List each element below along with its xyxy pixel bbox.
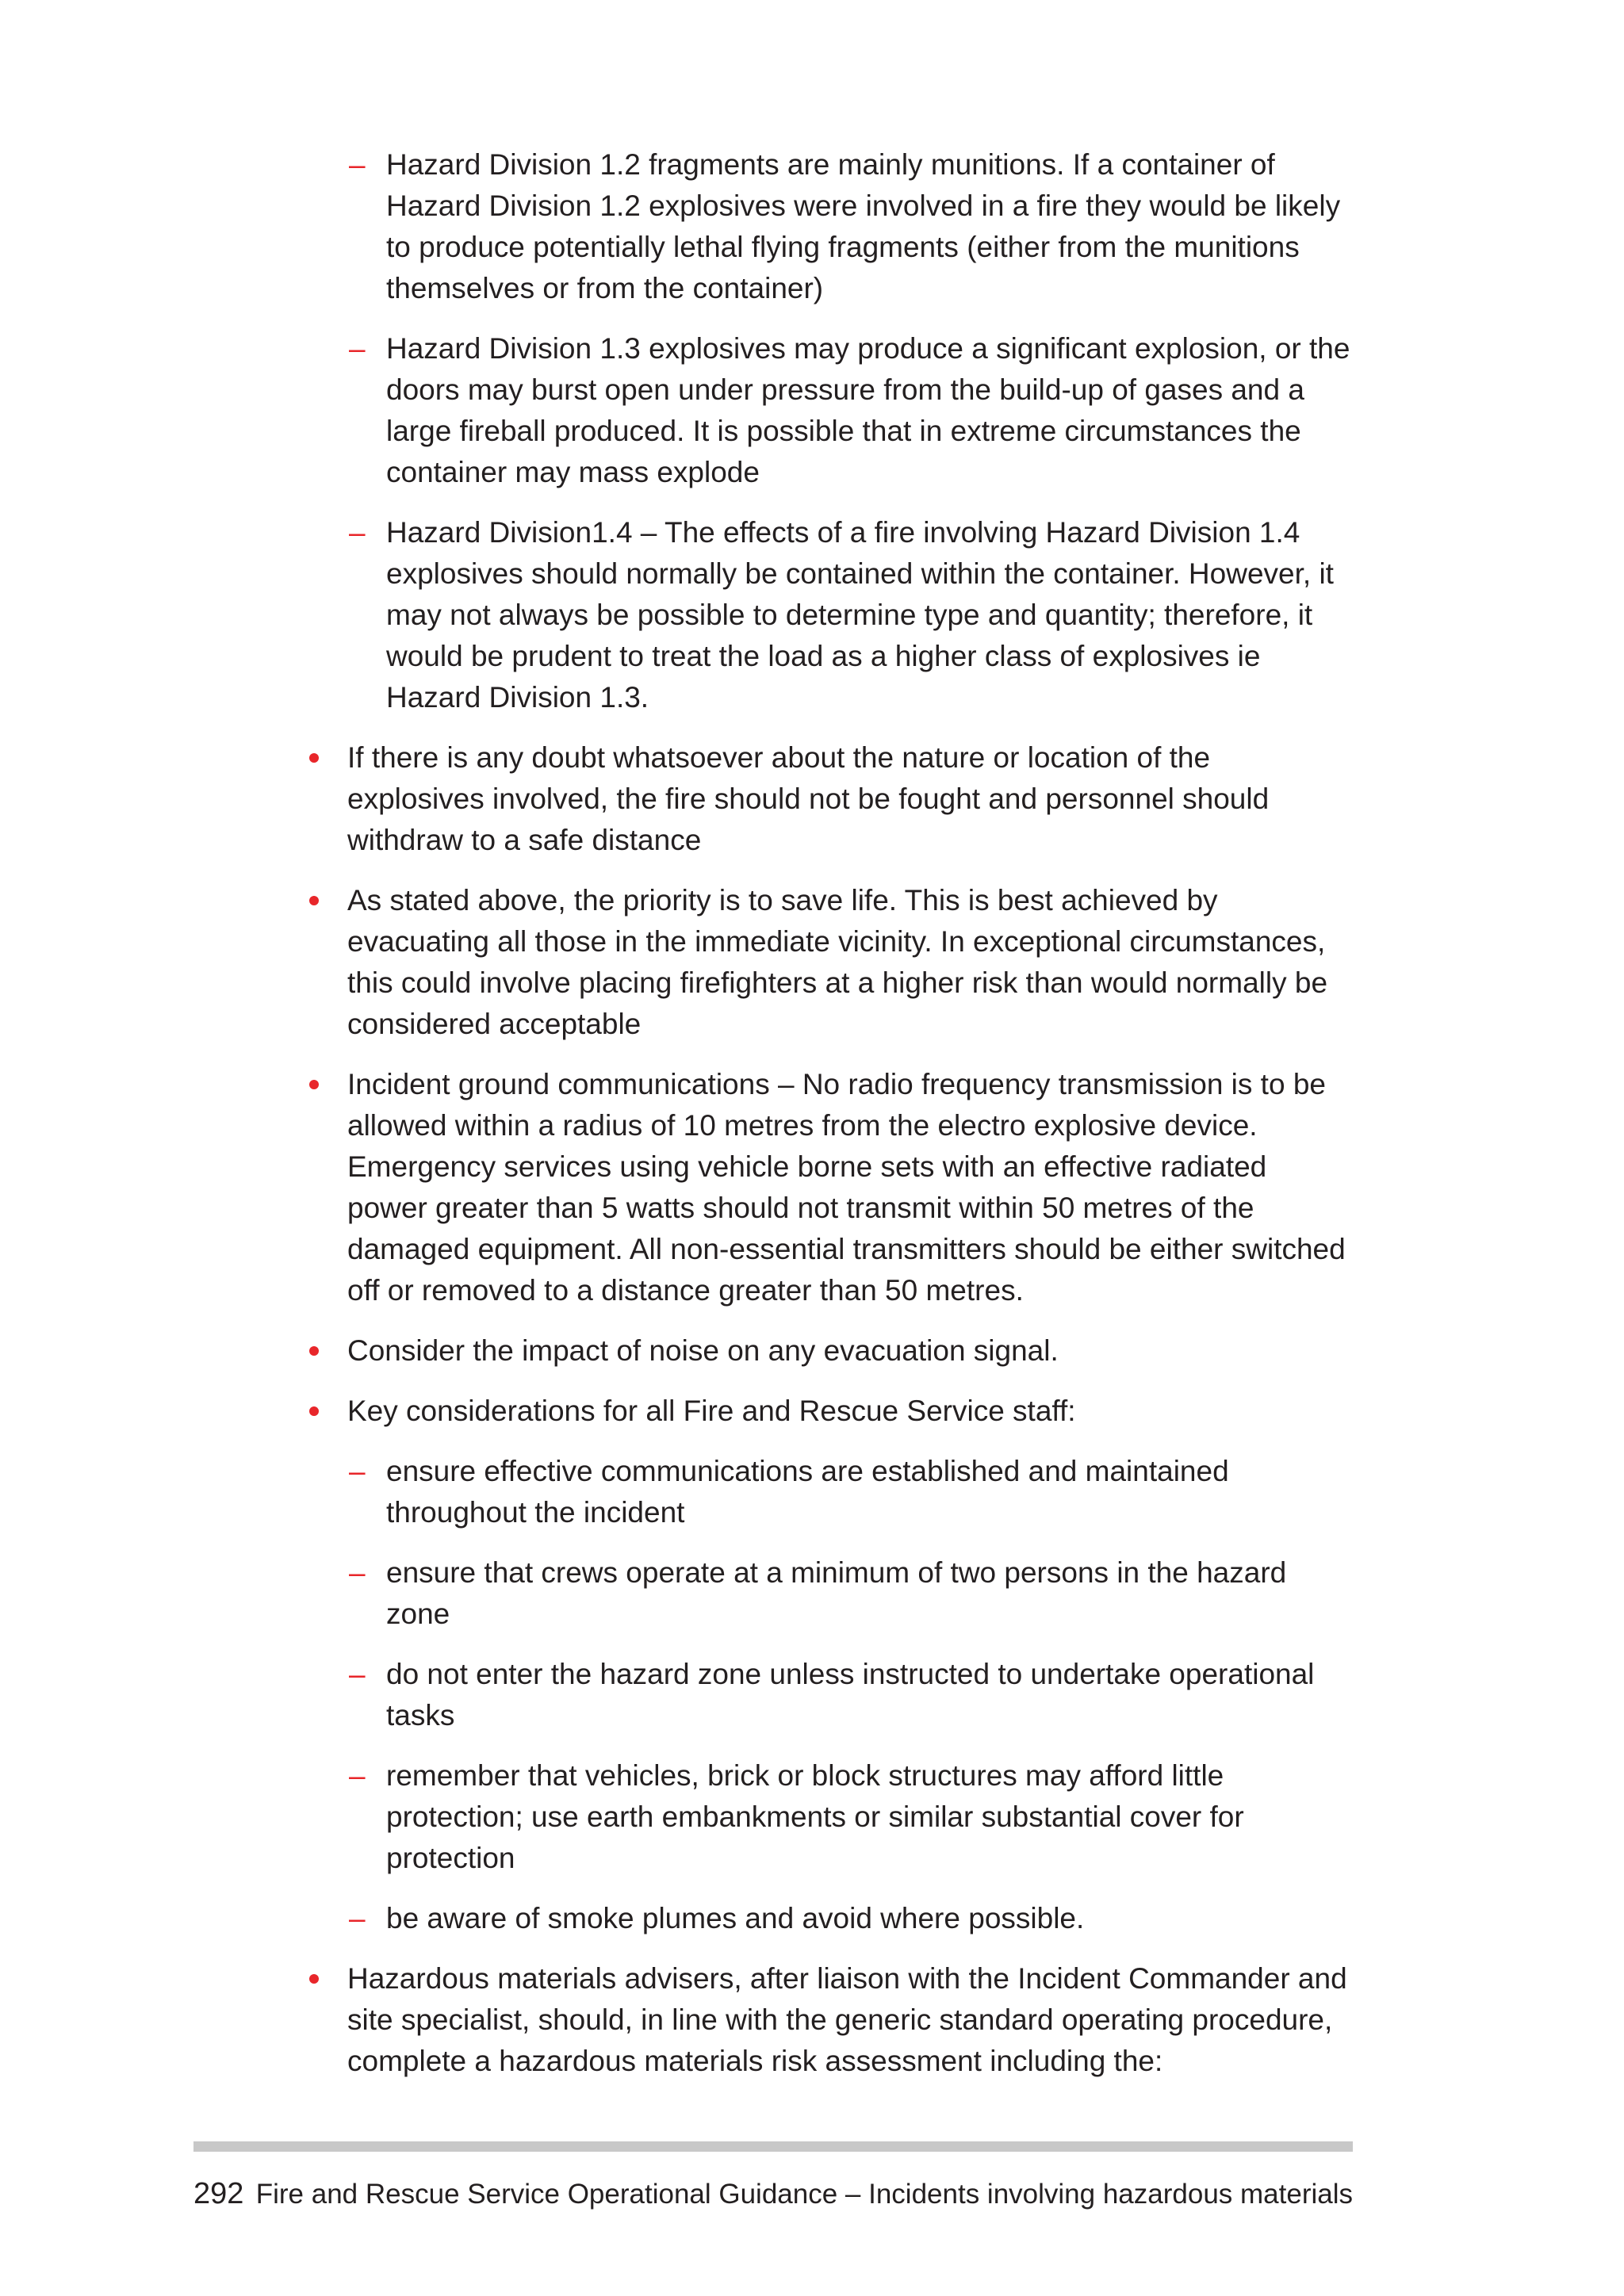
bullet-list (298, 144, 1353, 2101)
list-item-text: If there is any doubt whatsoever about the nature or location of the explosives involved, the fire should not be fought and personnel should withdraw to a safe distance (347, 741, 1270, 856)
dash-marker: – (349, 1556, 366, 1589)
bullet-dot-icon (309, 753, 319, 763)
list-item-text: Hazard Division 1.2 fragments are mainly munitions. If a container of Hazard Division 1.2 explosives were involved in a fire they would be likely to produce potentially lethal flying fragments (either from the munitions themselves or from the container) (386, 148, 1341, 304)
list-item-text: Hazardous materials advisers, after liaison with the Incident Commander and site specialist, should, in line with the generic standard operating procedure, complete a hazardous materials risk assessment including the: (347, 1962, 1347, 2077)
list-item-text: Key considerations for all Fire and Rescue Service staff: (347, 1395, 1076, 1427)
list-item-text: ensure effective communications are established and maintained throughout the incident (386, 1455, 1229, 1529)
list-item-text: As stated above, the priority is to save life. This is best achieved by evacuating all those in the immediate vicinity. In exceptional circumstances, this could involve placing firefighters at a higher risk than would normally be considered acceptable (347, 884, 1328, 1040)
list-item-text: Hazard Division 1.3 explosives may produce a significant explosion, or the doors may burst open under pressure from the build-up of gases and a large fireball produced. It is possible that in extreme circumstances the container may mass explode (386, 332, 1350, 488)
list-item (347, 1451, 1353, 1533)
list-item-text: do not enter the hazard zone unless instructed to undertake operational tasks (386, 1658, 1315, 1732)
footer-rule (193, 2141, 1353, 2152)
dash-marker: – (349, 516, 366, 549)
list-item (347, 1755, 1353, 1879)
list-item (298, 1391, 1353, 1432)
bullet-dot-icon (309, 1080, 319, 1089)
list-item (347, 1898, 1353, 1939)
dash-marker: – (349, 332, 366, 365)
footer-title: Fire and Rescue Service Operational Guidance – Incidents involving hazardous materials (255, 2179, 1353, 2210)
list-item (298, 1330, 1353, 1372)
list-item (347, 328, 1353, 493)
dash-marker: – (349, 1902, 366, 1934)
list-item (347, 1654, 1353, 1736)
bullet-dot-icon (309, 1974, 319, 1984)
bullet-dot-icon (309, 1406, 319, 1416)
list-item (298, 1064, 1353, 1311)
dash-marker: – (349, 1658, 366, 1690)
dash-marker: – (349, 1759, 366, 1792)
dash-marker: – (349, 1455, 366, 1487)
list-item (298, 737, 1353, 861)
bullet-dot-icon (309, 896, 319, 905)
list-item-text: ensure that crews operate at a minimum of two persons in the hazard zone (386, 1556, 1287, 1630)
bullet-dot-icon (309, 1346, 319, 1356)
list-item-text: Consider the impact of noise on any evacuation signal. (347, 1334, 1059, 1367)
list-item (298, 1958, 1353, 2082)
list-item (347, 512, 1353, 718)
list-item (347, 1552, 1353, 1635)
list-item-text: be aware of smoke plumes and avoid where possible. (386, 1902, 1085, 1934)
list-item (298, 880, 1353, 1045)
list-item (347, 144, 1353, 309)
list-item-text: Incident ground communications – No radio frequency transmission is to be allowed within a radius of 10 metres from the electro explosive device. Emergency services using vehicle borne sets with an effective radiated power greater than 5 watts should not transmit within 50 metres of the damaged equipment. All non-essential transmitters should be either switched off or removed to a distance greater than 50 metres. (347, 1068, 1346, 1307)
list-item-text: remember that vehicles, brick or block structures may afford little protection; use earth embankments or similar substantial cover for protection (386, 1759, 1244, 1874)
dash-marker: – (349, 148, 366, 181)
page-number: 292 (193, 2177, 244, 2210)
list-item-text: Hazard Division1.4 – The effects of a fire involving Hazard Division 1.4 explosives should normally be contained within the container. However, it may not always be possible to determine type and quantity; therefore, it would be prudent to treat the load as a higher class of explosives ie Hazard Division 1.3. (386, 516, 1334, 714)
